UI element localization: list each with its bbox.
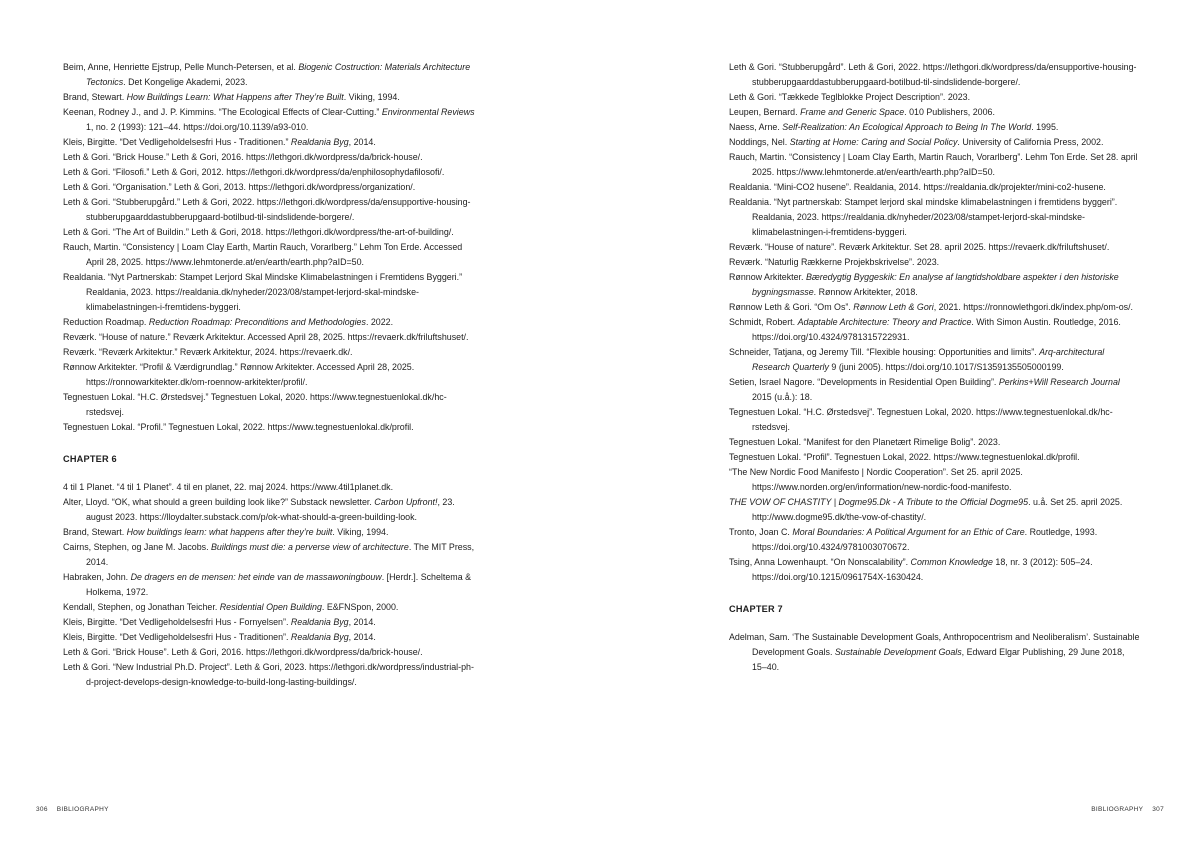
bibliography-entry bbox=[729, 90, 1141, 105]
entry-title-italic: Self-Realization: An Ecological Approach to Being In The World bbox=[782, 122, 1032, 132]
entry-text: . Viking, 1994. bbox=[332, 527, 389, 537]
bibliography-entry bbox=[63, 240, 475, 270]
bibliography-entry bbox=[729, 240, 1141, 255]
bibliography-entry bbox=[729, 195, 1141, 240]
chapter-heading: CHAPTER 6 bbox=[63, 454, 117, 464]
entry-text: Rønnow Arkitekter. bbox=[729, 272, 806, 282]
bibliography-entry bbox=[63, 480, 475, 495]
entry-text: Realdania. “Nyt Partnerskab: Stampet Lerjord Skal Mindske Klimabelastningen i Fremtidens Byggeri.” Realdania, 2023. https://realdania.dk/nyheder/2023/08/stampet-lerjord-skal-mindske-klimabelastningen-i-fremtidens-byggeri. bbox=[63, 272, 463, 312]
entry-text: Alter, Lloyd. “OK, what should a green building look like?” Substack newsletter. bbox=[63, 497, 375, 507]
bibliography-entry bbox=[63, 165, 475, 180]
entry-text: Reduction Roadmap. bbox=[63, 317, 149, 327]
bibliography-entry bbox=[63, 225, 475, 240]
entry-text: . The MIT Press, 2014. bbox=[86, 542, 475, 567]
bibliography-entry bbox=[63, 360, 475, 390]
entry-title-italic: Frame and Generic Space bbox=[800, 107, 905, 117]
bibliography-entry bbox=[63, 135, 475, 150]
entry-text: Rønnow Arkitekter. “Profil & Værdigrundlag.” Rønnow Arkitekter. Accessed April 28, 2025. https://ronnowarkitekter.dk/om-roennow-arkitekter/profil/. bbox=[63, 362, 415, 387]
right-page bbox=[600, 0, 1200, 849]
bibliography-entry bbox=[63, 645, 475, 660]
right-column bbox=[729, 60, 1141, 675]
bibliography-entry bbox=[63, 615, 475, 630]
entry-text: Leth & Gori. “Stubberupgård.” Leth & Gori, 2022. https://lethgori.dk/wordpress/da/ensupportive-housing-stubberupgaarddastubberupgaard-botilbud-til-sindslidende-borgere/. bbox=[63, 197, 471, 222]
entry-text: Brand, Stewart. bbox=[63, 92, 127, 102]
bibliography-entry bbox=[63, 540, 475, 570]
entry-text: Setien, Israel Nagore. “Developments in Residential Open Building”. bbox=[729, 377, 999, 387]
entry-text: Tegnestuen Lokal. “H.C. Ørstedsvej”. Tegnestuen Lokal, 2020. https://www.tegnestuenlokal.dk/hc-rstedsvej. bbox=[729, 407, 1113, 432]
entry-text: Kleis, Birgitte. “Det Vedligeholdelsesfri Hus - Traditionen.” bbox=[63, 137, 291, 147]
entry-title-italic: Environmental Reviews bbox=[381, 107, 475, 117]
bibliography-entry bbox=[63, 330, 475, 345]
page-footer bbox=[36, 806, 109, 813]
entry-title-italic: Bæredygtig Byggeskik: En analyse af langtidsholdbare aspekter i den historiske bygningsmasse bbox=[752, 272, 1119, 297]
entry-text: , 23. august 2023. https://lloydalter.substack.com/p/ok-what-should-a-green-building-look. bbox=[86, 497, 455, 522]
entry-text: Realdania. “Nyt partnerskab: Stampet lerjord skal mindske klimabelastningen i fremtidens byggeri”. Realdania, 2023. https://realdania.dk/nyheder/2023/08/stampet-lerjord-skal-mindske-klimabelastningen-i-fremtidens-byggeri. bbox=[729, 197, 1118, 237]
entry-text: Kleis, Birgitte. “Det Vedligeholdelsesfri Hus - Fornyelsen”. bbox=[63, 617, 291, 627]
bibliography-entry bbox=[729, 150, 1141, 180]
bibliography-entry bbox=[63, 90, 475, 105]
entry-text: Realdania. “Mini-CO2 husene”. Realdania, 2014. https://realdania.dk/projekter/mini-co2-husene. bbox=[729, 182, 1106, 192]
page-footer bbox=[1091, 806, 1164, 813]
running-head: BIBLIOGRAPHY bbox=[56, 806, 109, 813]
chapter-heading: CHAPTER 7 bbox=[729, 604, 783, 614]
bibliography-entry bbox=[729, 465, 1141, 495]
entry-text: . Viking, 1994. bbox=[343, 92, 400, 102]
running-head: BIBLIOGRAPHY bbox=[1091, 806, 1144, 813]
entry-title-italic: Rønnow Leth & Gori bbox=[853, 302, 934, 312]
entry-text: Rønnow Leth & Gori. “Om Os”. bbox=[729, 302, 854, 312]
entry-text: Schmidt, Robert. bbox=[729, 317, 798, 327]
entry-text: Reværk. “House of nature.” Reværk Arkitektur. Accessed April 28, 2025. https://revaerk.dk/friluftshuset/. bbox=[63, 332, 469, 342]
entry-title-italic: Reduction Roadmap: Preconditions and Methodologies bbox=[148, 317, 366, 327]
entry-text: Leupen, Bernard. bbox=[729, 107, 801, 117]
bibliography-entry bbox=[729, 60, 1141, 90]
entry-title-italic: Perkins+Will Research Journal bbox=[998, 377, 1120, 387]
entry-title-italic: Realdania Byg bbox=[290, 632, 349, 642]
entry-text: Leth & Gori. “Organisation.” Leth & Gori, 2013. https://lethgori.dk/wordpress/organization/. bbox=[63, 182, 416, 192]
bibliography-entry bbox=[729, 120, 1141, 135]
entry-title-italic: Starting at Home: Caring and Social Policy bbox=[789, 137, 958, 147]
entry-text: Noddings, Nel. bbox=[729, 137, 790, 147]
entry-title-italic: Arq-architectural Research Quarterly bbox=[752, 347, 1105, 372]
bibliography-entry bbox=[63, 600, 475, 615]
entry-text: . Routledge, 1993. https://doi.org/10.4324/9781003070672. bbox=[752, 527, 1098, 552]
entry-text: 4 til 1 Planet. “4 til 1 Planet”. 4 til en planet, 22. maj 2024. https://www.4til1planet.dk. bbox=[63, 482, 394, 492]
entry-text: Kleis, Birgitte. “Det Vedligeholdelsesfri Hus - Traditionen”. bbox=[63, 632, 291, 642]
entry-text: , 2014. bbox=[348, 632, 376, 642]
entry-text: Leth & Gori. “The Art of Buildin.” Leth & Gori, 2018. https://lethgori.dk/wordpress/the-art-of-building/. bbox=[63, 227, 454, 237]
entry-text: Habraken, John. bbox=[63, 572, 131, 582]
entry-title-italic: Sustainable Development Goals bbox=[834, 647, 962, 657]
bibliography-entry bbox=[729, 630, 1141, 675]
entry-title-italic: How buildings learn: what happens after they’re built bbox=[126, 527, 333, 537]
entry-text: , 2014. bbox=[348, 617, 376, 627]
bibliography-entry bbox=[63, 630, 475, 645]
bibliography-list bbox=[729, 630, 1141, 675]
bibliography-list bbox=[63, 60, 475, 435]
entry-title-italic: Residential Open Building bbox=[219, 602, 322, 612]
entry-text: Reværk. “Reværk Arkitektur.” Reværk Arkitektur, 2024. https://revaerk.dk/. bbox=[63, 347, 353, 357]
entry-title-italic: Carbon Upfront! bbox=[374, 497, 438, 507]
bibliography-list bbox=[63, 480, 475, 690]
entry-text: Brand, Stewart. bbox=[63, 527, 127, 537]
bibliography-entry bbox=[63, 270, 475, 315]
bibliography-entry bbox=[63, 525, 475, 540]
entry-text: Reværk. “Naturlig Rækkerne Projekbskrivelse”. 2023. bbox=[729, 257, 940, 267]
entry-title-italic: Adaptable Architecture: Theory and Practice bbox=[797, 317, 972, 327]
entry-title-italic: De dragers en de mensen: het einde van de massawoningbouw bbox=[130, 572, 382, 582]
entry-text: “The New Nordic Food Manifesto | Nordic Cooperation”. Set 25. april 2025. https://www.norden.org/en/information/new-nordic-food-manifesto. bbox=[729, 467, 1023, 492]
entry-title-italic: Common Knowledge bbox=[910, 557, 993, 567]
entry-text: 2015 (u.å.): 18. bbox=[752, 392, 813, 402]
entry-text: Leth & Gori. “Stubberupgård”. Leth & Gori, 2022. https://lethgori.dk/wordpress/da/ensupportive-housing-stubberupgaarddastubberupgaard-botilbud-til-sindslidende-borgere/. bbox=[729, 62, 1137, 87]
entry-text: Tegnestuen Lokal. “H.C. Ørstedsvej.” Tegnestuen Lokal, 2020. https://www.tegnestuenlokal.dk/hc-rstedsvej. bbox=[63, 392, 447, 417]
bibliography-entry bbox=[729, 435, 1141, 450]
entry-text: . University of California Press, 2002. bbox=[957, 137, 1104, 147]
bibliography-entry bbox=[729, 270, 1141, 300]
entry-text: Tegnestuen Lokal. “Manifest for den Planetært Rimelige Bolig”. 2023. bbox=[729, 437, 1001, 447]
entry-title-italic: Buildings must die: a perverse view of architecture bbox=[211, 542, 409, 552]
page-number: 307 bbox=[1152, 806, 1164, 813]
bibliography-entry bbox=[63, 150, 475, 165]
bibliography-entry bbox=[63, 390, 475, 420]
entry-text: Tegnestuen Lokal. “Profil”. Tegnestuen Lokal, 2022. https://www.tegnestuenlokal.dk/profil. bbox=[729, 452, 1080, 462]
entry-title-italic: Realdania Byg bbox=[290, 617, 349, 627]
entry-text: Leth & Gori. “Tækkede Teglblokke Project Description”. 2023. bbox=[729, 92, 971, 102]
entry-title-italic: Moral Boundaries: A Political Argument for an Ethic of Care bbox=[792, 527, 1025, 537]
bibliography-entry bbox=[729, 555, 1141, 585]
bibliography-entry bbox=[63, 315, 475, 330]
bibliography-entry bbox=[729, 180, 1141, 195]
bibliography-entry bbox=[729, 135, 1141, 150]
bibliography-entry bbox=[729, 495, 1141, 525]
entry-text: Leth & Gori. “Brick House.” Leth & Gori, 2016. https://lethgori.dk/wordpress/da/brick-house/. bbox=[63, 152, 423, 162]
bibliography-entry bbox=[63, 60, 475, 90]
entry-text: . [Herdr.]. Scheltema & Holkema, 1972. bbox=[86, 572, 472, 597]
bibliography-entry bbox=[729, 105, 1141, 120]
entry-text: Tegnestuen Lokal. “Profil.” Tegnestuen Lokal, 2022. https://www.tegnestuenlokal.dk/profil. bbox=[63, 422, 414, 432]
entry-text: Schneider, Tatjana, og Jeremy Till. “Flexible housing: Opportunities and limits”. bbox=[729, 347, 1040, 357]
bibliography-entry bbox=[729, 315, 1141, 345]
bibliography-entry bbox=[729, 345, 1141, 375]
entry-text: Leth & Gori. “New Industrial Ph.D. Project”. Leth & Gori, 2023. https://lethgori.dk/wordpress/industrial-ph-d-project-develops-design-knowledge-to-build-long-lasting-buildings/. bbox=[63, 662, 474, 687]
bibliography-entry bbox=[63, 345, 475, 360]
entry-text: Tronto, Joan C. bbox=[729, 527, 793, 537]
bibliography-entry bbox=[729, 375, 1141, 405]
entry-text: Reværk. “House of nature”. Reværk Arkitektur. Set 28. april 2025. https://revaerk.dk/friluftshuset/. bbox=[729, 242, 1110, 252]
entry-text: Rauch, Martin. “Consistency | Loam Clay Earth, Martin Rauch, Vorarlberg.” Lehm Ton Erde. Accessed April 28, 2025. https://www.lehmtonerde.at/en/earth/earth.php?aID=50. bbox=[63, 242, 463, 267]
entry-text: Tsing, Anna Lowenhaupt. “On Nonscalability”. bbox=[729, 557, 911, 567]
entry-text: . 1995. bbox=[1031, 122, 1059, 132]
entry-text: . Det Kongelige Akademi, 2023. bbox=[123, 77, 248, 87]
entry-text: Adelman, Sam. ‘The Sustainable Development Goals, Anthropocentrism and Neoliberalism’. Sustainable Development Goals. bbox=[729, 632, 1140, 657]
entry-text: , Edward Elgar Publishing, 29 June 2018, 15–40. bbox=[752, 647, 1125, 672]
left-column bbox=[63, 60, 475, 690]
bibliography-entry bbox=[729, 405, 1141, 435]
entry-title-italic: THE VOW OF CHASTITY | Dogme95.Dk - A Tribute to the Official Dogme95 bbox=[729, 497, 1029, 507]
page-number: 306 bbox=[36, 806, 48, 813]
bibliography-list bbox=[729, 60, 1141, 585]
bibliography-entry bbox=[63, 660, 475, 690]
entry-text: . 2022. bbox=[365, 317, 394, 327]
entry-text: Leth & Gori. “Filosofi.” Leth & Gori, 2012. https://lethgori.dk/wordpress/da/enphilosophydafilosofi/. bbox=[63, 167, 445, 177]
entry-text: Cairns, Stephen, og Jane M. Jacobs. bbox=[63, 542, 211, 552]
bibliography-entry bbox=[63, 420, 475, 435]
entry-text: Leth & Gori. “Brick House”. Leth & Gori, 2016. https://lethgori.dk/wordpress/da/brick-house/. bbox=[63, 647, 423, 657]
bibliography-entry bbox=[729, 525, 1141, 555]
entry-text: . Rønnow Arkitekter, 2018. bbox=[813, 287, 918, 297]
bibliography-entry bbox=[729, 300, 1141, 315]
bibliography-entry bbox=[729, 255, 1141, 270]
entry-text: Kendall, Stephen, og Jonathan Teicher. bbox=[63, 602, 220, 612]
entry-text: Keenan, Rodney J., and J. P. Kimmins. “The Ecological Effects of Clear-Cutting.” bbox=[63, 107, 382, 117]
entry-text: , 2014. bbox=[348, 137, 376, 147]
entry-text: Naess, Arne. bbox=[729, 122, 783, 132]
bibliography-entry bbox=[63, 105, 475, 135]
entry-text: . With Simon Austin. Routledge, 2016. https://doi.org/10.4324/9781315722931. bbox=[752, 317, 1121, 342]
entry-text: 18, nr. 3 (2012): 505–24. https://doi.org/10.1215/0961754X-1630424. bbox=[752, 557, 1093, 582]
bibliography-entry bbox=[63, 180, 475, 195]
entry-text: Beim, Anne, Henriette Ejstrup, Pelle Munch-Petersen, et al. bbox=[63, 62, 299, 72]
entry-text: . E&FNSpon, 2000. bbox=[321, 602, 399, 612]
bibliography-entry bbox=[729, 450, 1141, 465]
entry-title-italic: Biogenic Costruction: Materials Architecture Tectonics bbox=[86, 62, 471, 87]
entry-title-italic: How Buildings Learn: What Happens after They’re Built bbox=[126, 92, 344, 102]
entry-text: 9 (juni 2005). https://doi.org/10.1017/S1359135505000199. bbox=[828, 362, 1064, 372]
bibliography-entry bbox=[63, 195, 475, 225]
bibliography-entry bbox=[63, 495, 475, 525]
entry-text: , 2021. https://ronnowlethgori.dk/index.php/om-os/. bbox=[933, 302, 1133, 312]
bibliography-entry bbox=[63, 570, 475, 600]
entry-text: 1, no. 2 (1993): 121–44. https://doi.org/10.1139/a93-010. bbox=[86, 122, 309, 132]
entry-title-italic: Realdania Byg bbox=[290, 137, 349, 147]
entry-text: Rauch, Martin. “Consistency | Loam Clay Earth, Martin Rauch, Vorarlberg”. Lehm Ton Erde. Set 28. april 2025. https://www.lehmtonerde.at/en/earth/earth.php?aID=50. bbox=[729, 152, 1138, 177]
entry-text: . 010 Publishers, 2006. bbox=[904, 107, 995, 117]
entry-text: . u.å. Set 25. april 2025. http://www.dogme95.dk/the-vow-of-chastity/. bbox=[752, 497, 1123, 522]
